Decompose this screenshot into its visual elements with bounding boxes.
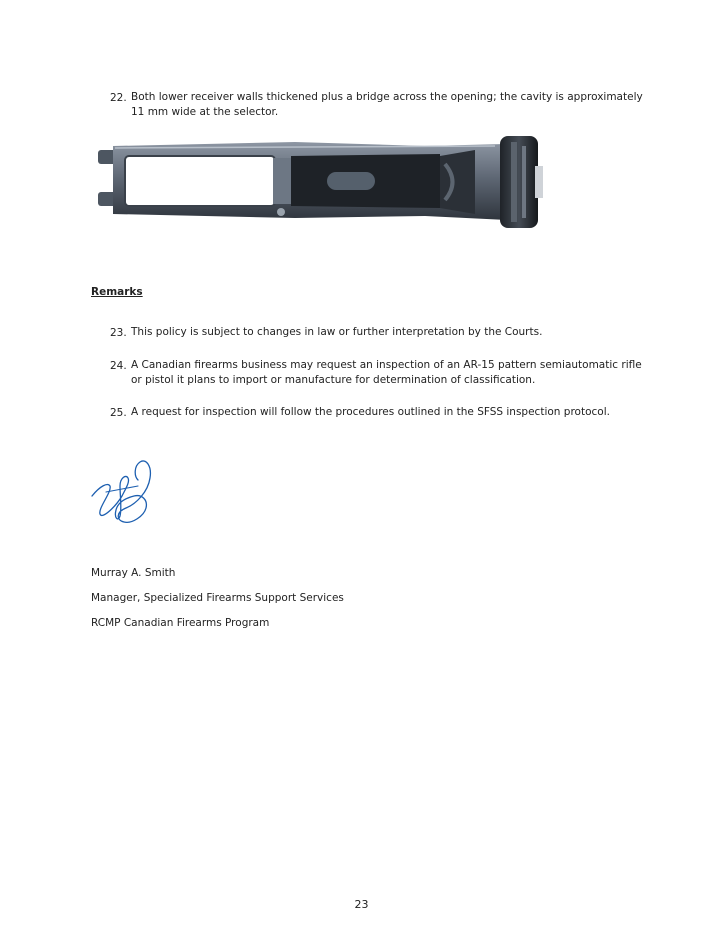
- signatory-organization: RCMP Canadian Firearms Program: [91, 617, 270, 629]
- item-25-number: 25.: [110, 407, 127, 419]
- item-22-line-1: Both lower receiver walls thickened plus a bridge across the opening; the cavity is approximately: [131, 91, 643, 103]
- lower-receiver-photo: [95, 136, 550, 228]
- page-number: 23: [354, 898, 369, 911]
- item-24-number: 24.: [110, 360, 127, 372]
- remarks-heading: Remarks: [91, 286, 143, 298]
- item-23-line-1: This policy is subject to changes in law or further interpretation by the Courts.: [131, 326, 543, 338]
- item-23-number: 23.: [110, 327, 127, 339]
- item-22-line-2: 11 mm wide at the selector.: [131, 106, 279, 118]
- item-24-line-2: or pistol it plans to import or manufacture for determination of classification.: [131, 374, 536, 386]
- item-22-number: 22.: [110, 92, 127, 104]
- signatory-name: Murray A. Smith: [91, 567, 176, 579]
- handwritten-signature: [86, 456, 158, 528]
- item-24-line-1: A Canadian firearms business may request an inspection of an AR-15 pattern semiautomatic rifle: [131, 359, 642, 371]
- signatory-title: Manager, Specialized Firearms Support Services: [91, 592, 344, 604]
- item-25-line-1: A request for inspection will follow the procedures outlined in the SFSS inspection protocol.: [131, 406, 610, 418]
